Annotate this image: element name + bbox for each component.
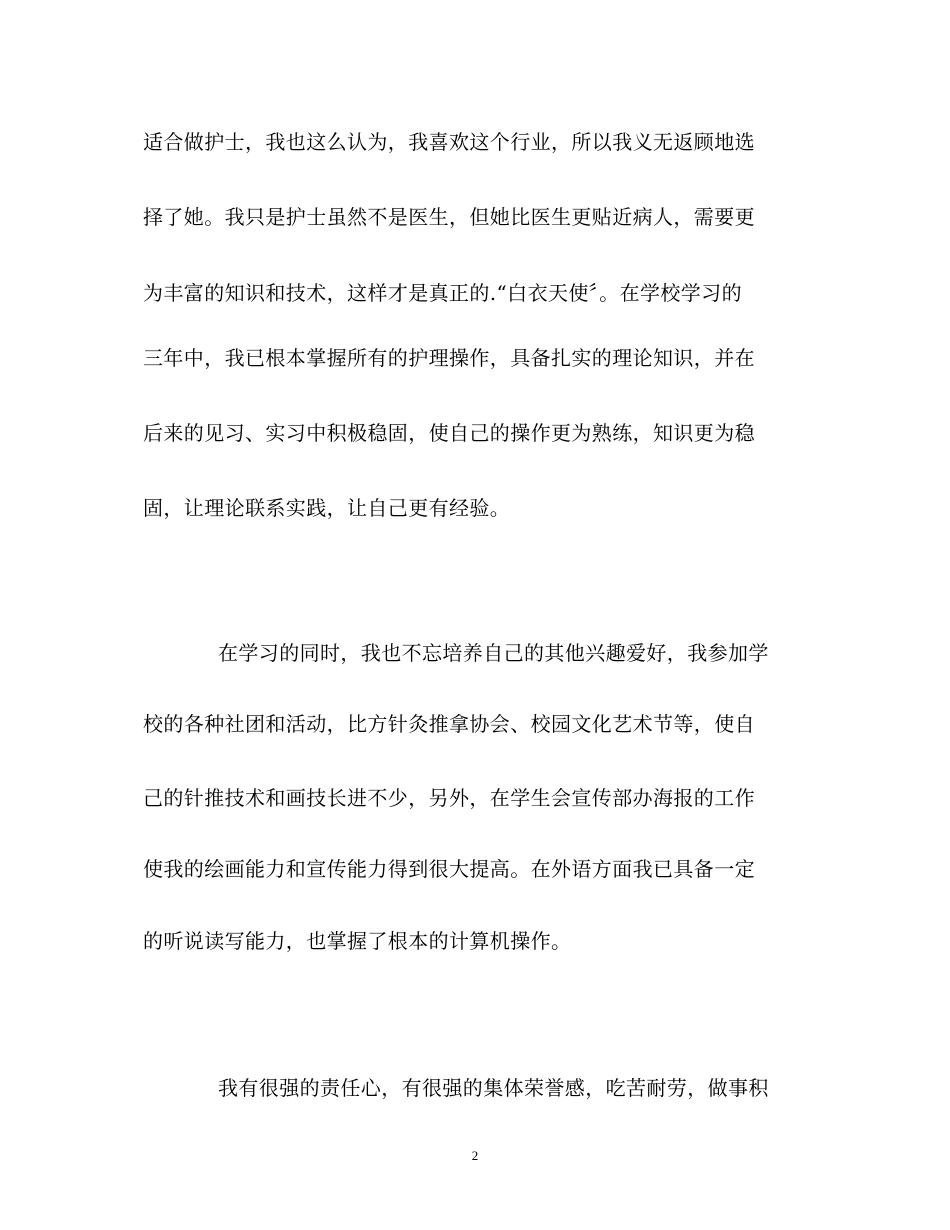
text-line: 后来的见习、实习中积极稳固，使自己的操作更为熟练，知识更为稳 [143,421,755,445]
text-line: 固，让理论联系实践，让自己更有经验。 [143,496,511,520]
text-line: 使我的绘画能力和宣传能力得到很大提高。在外语方面我已具备一定 [143,857,755,881]
text-line: 为丰富的知识和技术，这样才是真正的.“白衣天使〞。在学校学习的 [143,281,742,305]
text-line: 的听说读写能力，也掌握了根本的计算机操作。 [143,929,572,953]
text-line: 在学习的同时，我也不忘培养自己的其他兴趣爱好，我参加学 [218,641,769,665]
text-line: 己的针推技术和画技长进不少，另外，在学生会宣传部办海报的工作 [143,786,755,810]
text-line: 三年中，我已根本掌握所有的护理操作，具备扎实的理论知识，并在 [143,346,755,370]
text-line: 适合做护士，我也这么认为，我喜欢这个行业，所以我义无返顾地选 [143,130,755,154]
text-line: 校的各种社团和活动，比方针灸推拿协会、校园文化艺术节等，使自 [143,712,755,736]
text-line: 择了她。我只是护士虽然不是医生，但她比医生更贴近病人，需要更 [143,205,755,229]
page-number: 2 [471,1148,479,1163]
text-line: 我有很强的责任心，有很强的集体荣誉感，吃苦耐劳，做事积 [218,1076,769,1100]
